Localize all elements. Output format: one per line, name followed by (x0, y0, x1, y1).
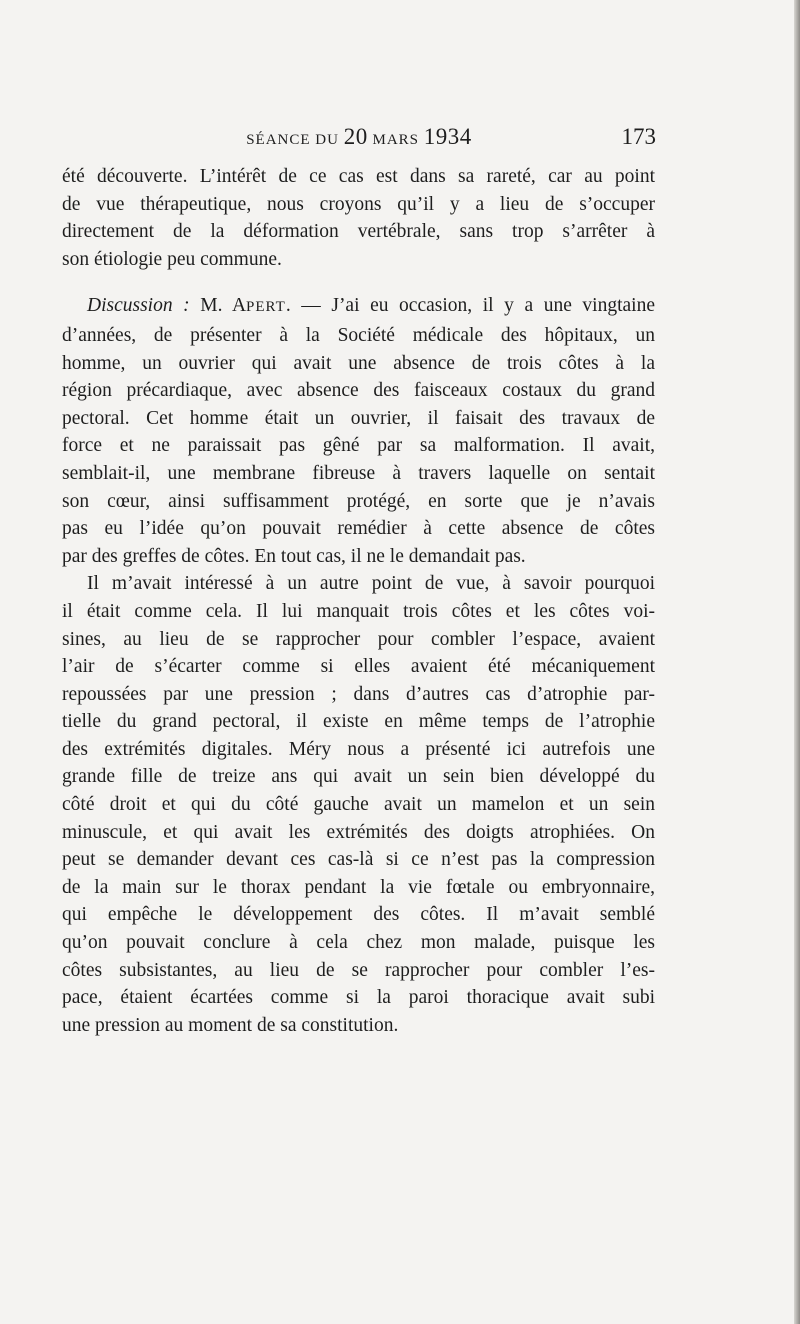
text-line: son cœur, ainsi suffisamment protégé, en sorte que je n’avais (62, 490, 655, 512)
running-head (62, 124, 656, 150)
text-line: par des greffes de côtes. En tout cas, il ne le demandait pas. (62, 545, 526, 567)
text-line: qu’on pouvait conclure à cela chez mon malade, puisque les (62, 932, 655, 954)
page-header (62, 124, 656, 158)
paragraph-third (62, 570, 655, 1039)
discussion-label: Discussion : (87, 295, 190, 317)
text-line: son étiologie peu commune. (62, 248, 282, 270)
discussion-first-line-text: . — J’ai eu occasion, il y a une vingtaine (285, 295, 655, 317)
text-line: homme, un ouvrier qui avait une absence de trois côtes à la (62, 352, 655, 374)
page-number: 173 (621, 124, 656, 149)
text-line: force et ne paraissait pas gêné par sa malformation. Il avait, (62, 435, 655, 457)
running-head-middle: MARS (367, 132, 424, 148)
text-line: des extrémités digitales. Méry nous a présenté ici autrefois une (62, 738, 655, 760)
text-line: grande fille de treize ans qui avait un sein bien développé du (62, 766, 655, 788)
text-line: sines, au lieu de se rapprocher pour combler l’espace, avaient (62, 628, 655, 650)
discussion-paragraph (62, 292, 655, 570)
speaker-name (200, 295, 286, 316)
text-line: région précardiaque, avec absence des faisceaux costaux du grand (62, 380, 655, 402)
discussion-first-line (62, 292, 655, 322)
page-edge-shadow (794, 0, 800, 1324)
paragraph-gap (62, 273, 655, 292)
text-line: Il m’avait intéressé à un autre point de vue, à savoir pourquoi (87, 573, 655, 595)
text-line: directement de la déformation vertébrale, sans trop s’arrêter à (62, 221, 655, 243)
running-head-day: 20 (343, 124, 368, 149)
text-line: il était comme cela. Il lui manquait trois côtes et les côtes voi- (62, 600, 655, 622)
text-line: de vue thérapeutique, nous croyons qu’il y a lieu de s’occuper (62, 193, 655, 215)
text-line: été découverte. L’intérêt de ce cas est dans sa rareté, car au point (62, 166, 655, 187)
text-line: une pression au moment de sa constitution. (62, 1014, 399, 1036)
text-line: pas eu l’idée qu’on pouvait remédier à cette absence de côtes (62, 518, 655, 540)
text-line: tielle du grand pectoral, il existe en même temps de l’atrophie (62, 711, 655, 733)
body-text (62, 163, 655, 1039)
text-line: pectoral. Cet homme était un ouvrier, il faisait des travaux de (62, 407, 655, 429)
text-line: d’années, de présenter à la Société médicale des hôpitaux, un (62, 324, 655, 346)
paragraph-continuation (62, 163, 655, 273)
text-line: l’air de s’écarter comme si elles avaient été mécaniquement (62, 656, 655, 678)
text-line: côtes subsistantes, au lieu de se rapprocher pour combler l’es- (62, 959, 655, 981)
speaker-rest: PERT (246, 299, 286, 316)
text-line: repoussées par une pression ; dans d’autres cas d’atrophie par- (62, 683, 655, 705)
text-line: semblait-il, une membrane fibreuse à travers laquelle on sentait (62, 462, 655, 484)
running-head-prefix: SÉANCE DU (246, 132, 344, 148)
text-line: peut se demander devant ces cas-là si ce n’est pas la compression (62, 849, 655, 871)
text-line: pace, étaient écartées comme si la paroi thoracique avait subi (62, 987, 655, 1009)
text-line: minuscule, et qui avait les extrémités des doigts atrophiées. On (62, 821, 655, 843)
speaker-initial: M. A (200, 295, 247, 317)
text-line: côté droit et qui du côté gauche avait un mamelon et un sein (62, 794, 655, 816)
running-head-year: 1934 (423, 124, 472, 149)
text-line: qui empêche le développement des côtes. Il m’avait semblé (62, 904, 655, 926)
text-line: de la main sur le thorax pendant la vie fœtale ou embryonnaire, (62, 876, 655, 898)
